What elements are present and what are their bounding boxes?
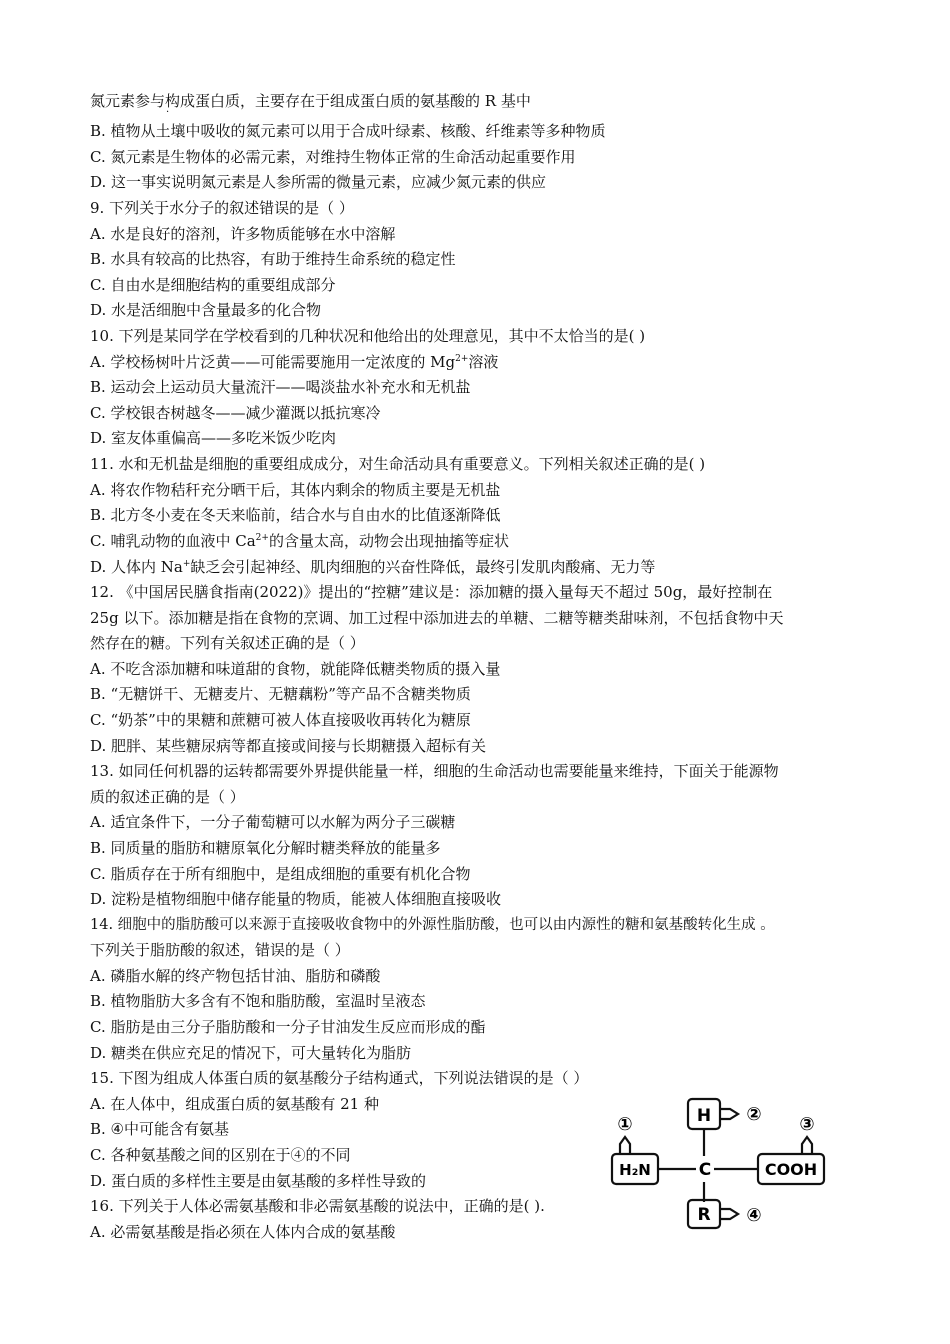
h-label: H — [696, 1106, 712, 1126]
question-13: 13. 如同任何机器的运转都需要外界提供能量一样，细胞的生命活动也需要能量来维持，下面关于能源物 — [90, 762, 779, 780]
h2n-label: H₂N — [619, 1161, 651, 1179]
text-line: C. 氮元素是生物体的必需元素，对维持生物体正常的生命活动起重要作用 — [90, 148, 576, 166]
text-line: 氮元素参与构成蛋白质，主要存在于组成蛋白质的氨基酸的 R 基中 — [90, 92, 531, 110]
text-line: A. 必需氨基酸是指必须在人体内合成的氨基酸 — [90, 1223, 396, 1241]
text-line: B. “无糖饼干、无糖麦片、无糖藕粉”等产品不含糖类物质 — [90, 685, 471, 703]
text-line: 然存在的糖。下列有关叙述正确的是（ ） — [90, 634, 365, 652]
emphasis-dot: · — [166, 107, 170, 118]
text-line: C. 脂质存在于所有细胞中，是组成细胞的重要有机化合物 — [90, 865, 471, 883]
marker-2: ② — [746, 1104, 762, 1125]
text-line: A. 适宜条件下，一分子葡萄糖可以水解为两分子三碳糖 — [90, 813, 456, 831]
text-line: 下列关于脂肪酸的叙述，错误的是（ ） — [90, 941, 350, 959]
question-10: 10. 下列是某同学在学校看到的几种状况和他给出的处理意见，其中不太恰当的是( ) — [90, 327, 646, 345]
cooh-label: COOH — [764, 1160, 818, 1179]
text-line: A. 不吃含添加糖和味道甜的食物，就能降低糖类物质的摄入量 — [90, 660, 501, 678]
text-line: D. 室友体重偏高——多吃米饭少吃肉 — [90, 429, 337, 447]
arrow-4 — [720, 1209, 738, 1219]
text-line: A. 将农作物秸秆充分晒干后，其体内剩余的物质主要是无机盐 — [90, 481, 501, 499]
text-line: C. 哺乳动物的血液中 $Ca^{2+}$的含量太高，动物会出现抽搐等症状 — [90, 532, 509, 550]
text-line: B. 植物从土壤中吸收的氮元素可以用于合成叶绿素、核酸、纤维素等多种物质 — [90, 122, 606, 140]
text-line: C. 自由水是细胞结构的重要组成部分 — [90, 276, 336, 294]
text-line: C. 各种氨基酸之间的区别在于④的不同 — [90, 1146, 351, 1164]
question-16: 16. 下列关于人体必需氨基酸和非必需氨基酸的说法中，正确的是( ). — [90, 1197, 545, 1215]
text-line: D. 这一事实说明氮元素是人参所需的微量元素，应减少氮元素的供应 — [90, 173, 547, 191]
text-line: A. 在人体中，组成蛋白质的氨基酸有 21 种 — [90, 1095, 379, 1113]
text-line: B. 运动会上运动员大量流汗——喝淡盐水补充水和无机盐 — [90, 378, 471, 396]
text-line: D. 肥胖、某些糖尿病等都直接或间接与长期糖摄入超标有关 — [90, 737, 487, 755]
text-line: C. 学校银杏树越冬——减少灌溉以抵抗寒冷 — [90, 404, 381, 422]
marker-3: ③ — [799, 1114, 815, 1135]
marker-4: ④ — [746, 1205, 762, 1226]
question-9: 9. 下列关于水分子的叙述错误的是（ ） — [90, 199, 354, 217]
question-14: 14. 细胞中的脂肪酸可以来源于直接吸收食物中的外源性脂肪酸，也可以由内源性的糖和氨基酸转化生成 。 — [90, 917, 775, 933]
text-line: C. 脂肪是由三分子脂肪酸和一分子甘油发生反应而形成的酯 — [90, 1018, 486, 1036]
arrow-2 — [720, 1109, 738, 1119]
text-line: B. 水具有较高的比热容，有助于维持生命系统的稳定性 — [90, 250, 456, 268]
text-line: D. 人体内 Na+缺乏会引起神经、肌肉细胞的兴奋性降低，最终引发肌肉酸痛、无力等 — [90, 558, 656, 576]
text-line: A. 水是良好的溶剂，许多物质能够在水中溶解 — [90, 225, 396, 243]
text-line: A. 学校杨树叶片泛黄——可能需要施用一定浓度的 $Mg^{2+}$溶液 — [90, 353, 499, 371]
text-line: B. ④中可能含有氨基 — [90, 1120, 230, 1138]
carbon-label: C — [698, 1160, 712, 1180]
arrow-3 — [802, 1137, 812, 1154]
text-line: D. 糖类在供应充足的情况下，可大量转化为脂肪 — [90, 1044, 412, 1062]
text-line: B. 北方冬小麦在冬天来临前，结合水与自由水的比值逐渐降低 — [90, 506, 501, 524]
question-11: 11. 水和无机盐是细胞的重要组成成分，对生命活动具有重要意义。下列相关叙述正确的是( ) — [90, 455, 706, 473]
text-line: D. 水是活细胞中含量最多的化合物 — [90, 301, 322, 319]
text-line: D. 淀粉是植物细胞中储存能量的物质，能被人体细胞直接吸收 — [90, 890, 502, 908]
text-line: A. 磷脂水解的终产物包括甘油、脂肪和磷酸 — [90, 967, 381, 985]
arrow-1 — [620, 1137, 630, 1154]
question-12: 12. 《中国居民膳食指南(2022)》提出的“控糖”建议是：添加糖的摄入量每天不超过 50g，最好控制在 — [90, 583, 773, 601]
marker-1: ① — [617, 1114, 633, 1135]
text-line: 质的叙述正确的是（ ） — [90, 788, 245, 806]
text-line: B. 同质量的脂肪和糖原氧化分解时糖类释放的能量多 — [90, 839, 441, 857]
text-line: B. 植物脂肪大多含有不饱和脂肪酸，室温时呈液态 — [90, 992, 426, 1010]
text-line: 25g 以下。添加糖是指在食物的烹调、加工过程中添加进去的单糖、二糖等糖类甜味剂，不包括食物中天 — [90, 609, 784, 627]
r-label: R — [697, 1205, 711, 1225]
question-15: 15. 下图为组成人体蛋白质的氨基酸分子结构通式，下列说法错误的是（ ） — [90, 1069, 589, 1087]
text-line: C. “奶茶”中的果糖和蔗糖可被人体直接吸收再转化为糖原 — [90, 711, 471, 729]
text-line: D. 蛋白质的多样性主要是由氨基酸的多样性导致的 — [90, 1172, 427, 1190]
amino-acid-structure-diagram — [608, 1094, 838, 1234]
